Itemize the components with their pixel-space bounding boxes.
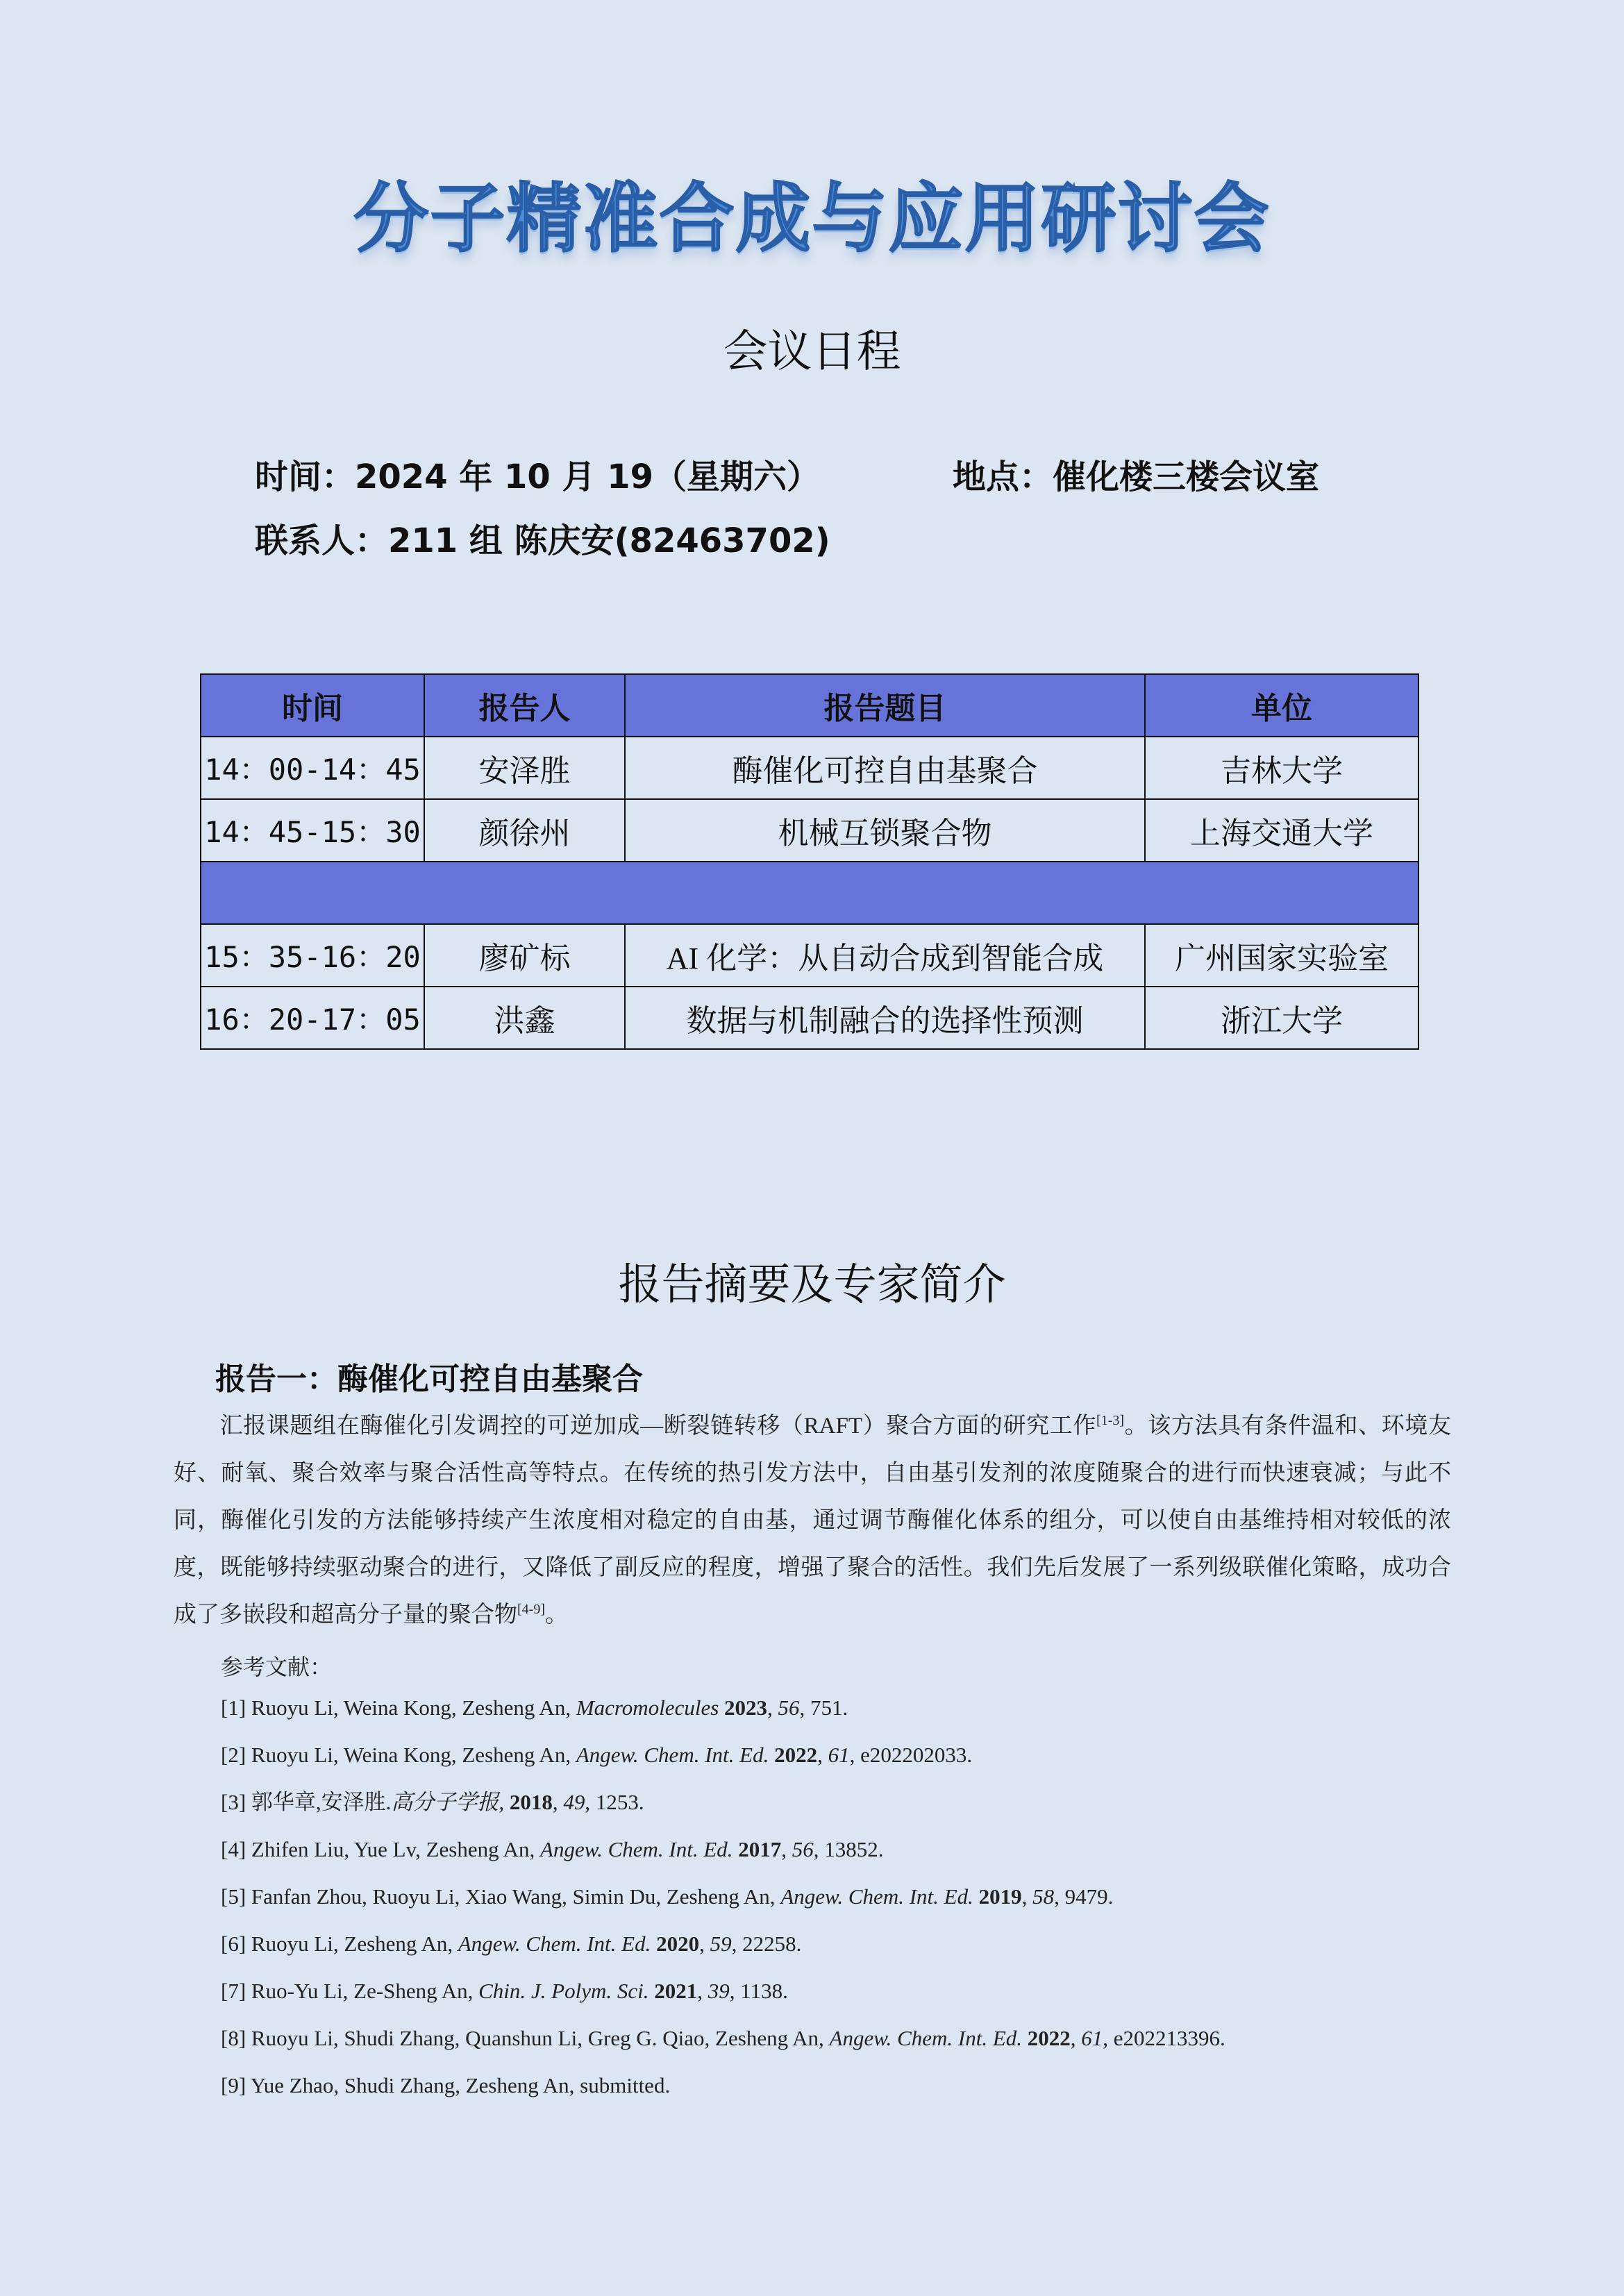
row-speaker: 廖矿标: [424, 924, 625, 987]
report1-abstract: [174, 1402, 1451, 1639]
row-time: 14：45-15：30: [201, 799, 424, 862]
ref-authors: Ruo-Yu Li, Ze-Sheng An,: [251, 1979, 479, 2003]
ref-year: 2022: [1027, 2026, 1071, 2050]
row-topic: 数据与机制融合的选择性预测: [625, 987, 1145, 1049]
ref-pages: , 1253.: [585, 1790, 644, 1814]
ref-volume: 56: [778, 1695, 800, 1720]
row-time: 15：35-16：20: [201, 924, 424, 987]
reference-item: [221, 2072, 1225, 2119]
ref-pages: , 13852.: [813, 1837, 884, 1861]
ref-year: 2019: [978, 1884, 1022, 1909]
ref-journal: Angew. Chem. Int. Ed.: [780, 1884, 973, 1909]
ref-authors: 郭华章,安泽胜.: [251, 1790, 392, 1814]
header-time: 时间: [201, 674, 424, 737]
break-cell: [201, 862, 1418, 924]
meeting-place: 地点：催化楼三楼会议室: [953, 458, 1320, 496]
schedule-table: [200, 673, 1419, 1050]
meeting-contact: 联系人：211 组 陈庆安(82463702): [255, 521, 830, 560]
row-org: 广州国家实验室: [1145, 924, 1418, 987]
reference-item: [5] Fanfan Zhou, Ruoyu Li, Xiao Wang, Simin Du, Zesheng An, Angew. Chem. Int. Ed. 2019, 58, 9479.: [221, 1884, 1114, 1909]
ref-year: 2017: [738, 1837, 782, 1861]
reference-item: [6] Ruoyu Li, Zesheng An, Angew. Chem. Int. Ed. 2020, 59, 22258.: [221, 1932, 802, 1956]
ref-journal: Angew. Chem. Int. Ed.: [540, 1837, 733, 1861]
reference-item: [2] Ruoyu Li, Weina Kong, Zesheng An, Angew. Chem. Int. Ed. 2022, 61, e202202033.: [221, 1743, 973, 1767]
row-speaker: 安泽胜: [424, 737, 625, 799]
ref-pages: , 751.: [799, 1695, 848, 1720]
ref-authors: Ruoyu Li, Zesheng An,: [251, 1932, 458, 1956]
ref-number: [5]: [221, 1884, 246, 1909]
ref-number: [4]: [221, 1837, 246, 1861]
ref-number: [9]: [221, 2073, 246, 2097]
ref-volume: 58: [1032, 1884, 1055, 1909]
citation-1: [1-3]: [1096, 1413, 1125, 1428]
ref-year: 2020: [656, 1932, 700, 1956]
row-org: 浙江大学: [1145, 987, 1418, 1049]
ref-journal: 高分子学报,: [391, 1790, 505, 1814]
meeting-time: 时间：2024 年 10 月 19（星期六）: [255, 458, 821, 496]
ref-number: [6]: [221, 1932, 246, 1956]
row-speaker: 洪鑫: [424, 987, 625, 1049]
row-org: 上海交通大学: [1145, 799, 1418, 862]
ref-volume: 56: [792, 1837, 814, 1861]
row-time: 16：20-17：05: [201, 987, 424, 1049]
abstract-text-end: 。: [544, 1602, 568, 1627]
header-org: 单位: [1145, 674, 1418, 737]
ref-journal: Macromolecules: [576, 1695, 719, 1720]
ref-journal: Chin. J. Polym. Sci.: [478, 1979, 649, 2003]
ref-year: 2022: [774, 1743, 818, 1767]
ref-number: [8]: [221, 2026, 246, 2050]
ref-number: [2]: [221, 1743, 246, 1767]
ref-pages: , e202213396.: [1103, 2026, 1225, 2050]
ref-year: 2018: [509, 1790, 553, 1814]
ref-pages: , e202202033.: [849, 1743, 973, 1767]
ref-year: 2023: [724, 1695, 768, 1720]
section-title-abstracts: 报告摘要及专家简介: [618, 1259, 1006, 1309]
table-row: [201, 987, 1418, 1049]
ref-journal: Angew. Chem. Int. Ed.: [458, 1932, 651, 1956]
ref-authors: Ruoyu Li, Weina Kong, Zesheng An,: [251, 1743, 576, 1767]
reference-item: [7] Ruo-Yu Li, Ze-Sheng An, Chin. J. Polym. Sci. 2021, 39, 1138.: [221, 1979, 788, 2003]
ref-volume: 61: [828, 1743, 850, 1767]
ref-pages: , 22258.: [731, 1932, 802, 1956]
conference-title: 分子精准合成与应用研讨会: [353, 176, 1271, 262]
ref-authors: Fanfan Zhou, Ruoyu Li, Xiao Wang, Simin Du, Zesheng An,: [251, 1884, 781, 1909]
row-time: 14：00-14：45: [201, 737, 424, 799]
row-topic: AI 化学：从自动合成到智能合成: [625, 924, 1145, 987]
schedule-heading: 会议日程: [723, 326, 901, 378]
ref-volume: 49: [563, 1790, 585, 1814]
table-row: [201, 737, 1418, 799]
header-topic: 报告题目: [625, 674, 1145, 737]
ref-authors: Zhifen Liu, Yue Lv, Zesheng An,: [251, 1837, 541, 1861]
row-speaker: 颜徐州: [424, 799, 625, 862]
ref-pages: , 1138.: [729, 1979, 788, 2003]
ref-authors: Ruoyu Li, Weina Kong, Zesheng An,: [251, 1695, 576, 1720]
ref-journal: Angew. Chem. Int. Ed.: [576, 1743, 769, 1767]
ref-year: 2021: [654, 1979, 698, 2003]
reference-list: [221, 1694, 1225, 2119]
report1-title: 报告一：酶催化可控自由基聚合: [215, 1361, 643, 1397]
references-heading: 参考文献：: [221, 1654, 333, 1679]
ref-authors: Ruoyu Li, Shudi Zhang, Quanshun Li, Greg G. Qiao, Zesheng An,: [251, 2026, 830, 2050]
ref-volume: 59: [710, 1932, 732, 1956]
abstract-text-1: 汇报课题组在酶催化引发调控的可逆加成—断裂链转移（RAFT）聚合方面的研究工作: [219, 1414, 1097, 1439]
table-header-row: [201, 674, 1418, 737]
ref-number: [3]: [221, 1790, 246, 1814]
citation-2: [4-9]: [517, 1602, 545, 1617]
row-topic: 酶催化可控自由基聚合: [625, 737, 1145, 799]
ref-authors: Yue Zhao, Shudi Zhang, Zesheng An, submitted.: [250, 2073, 671, 2097]
ref-volume: 61: [1081, 2026, 1103, 2050]
row-org: 吉林大学: [1145, 737, 1418, 799]
reference-item: [1] Ruoyu Li, Weina Kong, Zesheng An, Macromolecules 2023, 56, 751.: [221, 1695, 848, 1720]
table-row: [201, 924, 1418, 987]
abstract-text-2: 。该方法具有条件温和、环境友好、耐氧、聚合效率与聚合活性高等特点。在传统的热引发方法中，自由基引发剂的浓度随聚合的进行而快速衰减；与此不同，酶催化引发的方法能够持续产生浓度相对稳定的自由基，通过调节酶催化体系的组分，可以使自由基维持相对较低的浓度，既能够持续驱动聚合的进行，又降低了副反应的程度，增强了聚合的活性。我们先后发展了一系列级联催化策略，成功合成了多嵌段和超高分子量的聚合物: [174, 1414, 1451, 1627]
ref-number: [1]: [221, 1695, 246, 1720]
ref-number: [7]: [221, 1979, 246, 2003]
reference-item: [4] Zhifen Liu, Yue Lv, Zesheng An, Angew. Chem. Int. Ed. 2017, 56, 13852.: [221, 1837, 884, 1861]
ref-volume: 39: [708, 1979, 730, 2003]
row-topic: 机械互锁聚合物: [625, 799, 1145, 862]
reference-item: [8] Ruoyu Li, Shudi Zhang, Quanshun Li, Greg G. Qiao, Zesheng An, Angew. Chem. Int. Ed. 2022, 61, e202213396.: [221, 2026, 1225, 2050]
reference-item: [3] 郭华章,安泽胜.高分子学报, 2018, 49, 1253.: [221, 1790, 644, 1814]
ref-journal: Angew. Chem. Int. Ed.: [829, 2026, 1023, 2050]
header-speaker: 报告人: [424, 674, 625, 737]
table-row: [201, 799, 1418, 862]
break-row: [201, 862, 1418, 924]
ref-pages: , 9479.: [1054, 1884, 1114, 1909]
